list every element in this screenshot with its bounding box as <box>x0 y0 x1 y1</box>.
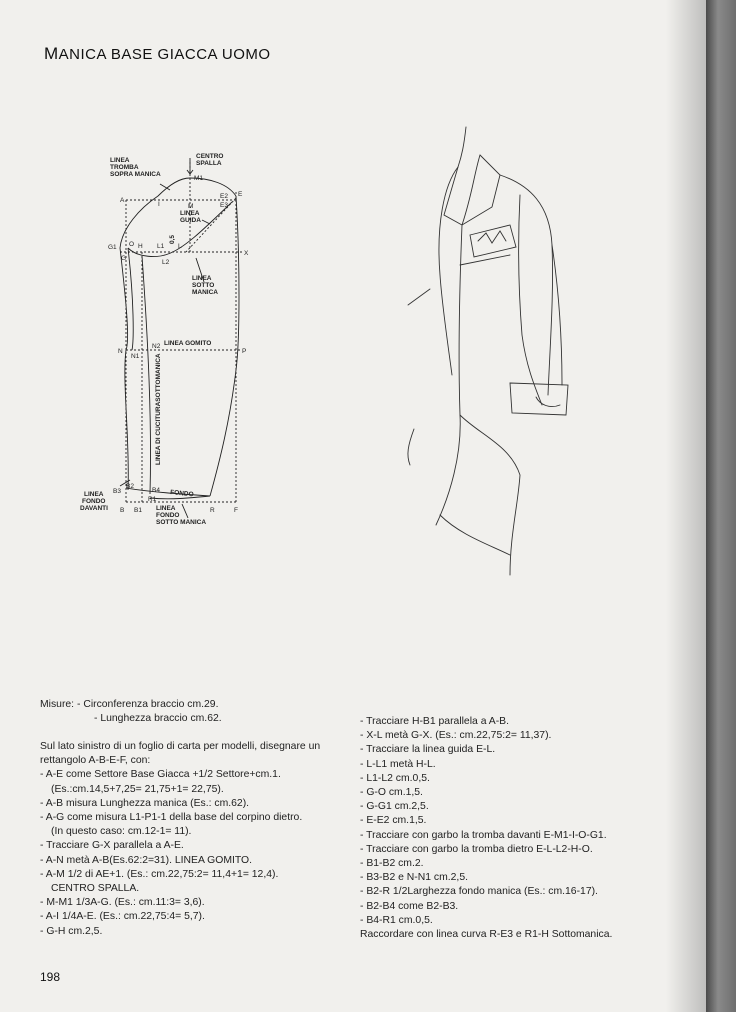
svg-text:R: R <box>210 507 215 514</box>
instruction-step: (In questo caso: cm.12-1= 11). <box>51 826 192 838</box>
measurement-circumference: - Circonferenza braccio cm.29. <box>76 699 219 710</box>
svg-text:FONDO: FONDO <box>169 489 194 499</box>
svg-text:O: O <box>129 241 135 248</box>
svg-text:P: P <box>242 348 247 355</box>
svg-text:X: X <box>244 250 249 257</box>
svg-text:A: A <box>120 197 125 204</box>
instruction-step: - Tracciare G-X parallela a A-E. <box>40 840 184 852</box>
svg-text:LINEAFONDOSOTTO MANICA: LINEA FONDO SOTTO MANICA <box>156 505 207 526</box>
svg-text:F: F <box>234 507 238 514</box>
instruction-step: - A-B misura Lunghezza manica (Es.: cm.62). <box>40 797 250 809</box>
instruction-step: - A-M 1/2 di AE+1. (Es.: cm.22,75:2= 11,4+1= 12,4). <box>40 868 279 880</box>
measurements-label: Misure: <box>40 699 75 710</box>
svg-text:LINEASOTTOMANICA: LINEA SOTTO MANICA <box>192 275 218 296</box>
instruction-step: - G-O cm.1,5. <box>360 787 423 799</box>
svg-text:G: G <box>121 255 127 262</box>
svg-text:LINEATROMBASOPRA MANICA: LINEA TROMBA SOPRA MANICA <box>110 157 161 178</box>
instruction-step: - B4-R1 cm.0,5. <box>360 914 433 926</box>
instruction-step: - M-M1 1/3A-G. (Es.: cm.11:3= 3,6). <box>40 897 205 909</box>
svg-text:M: M <box>188 203 194 210</box>
svg-text:LINEAGUIDA: LINEA GUIDA <box>180 210 201 224</box>
svg-text:I: I <box>158 201 160 208</box>
svg-text:E2: E2 <box>220 193 228 200</box>
measurement-length: - Lunghezza braccio cm.62. <box>94 713 222 725</box>
instruction-step: - B3-B2 e N-N1 cm.2,5. <box>360 872 468 884</box>
instruction-step: - E-E2 cm.1,5. <box>360 815 427 827</box>
svg-text:L2: L2 <box>162 259 170 266</box>
svg-text:G1: G1 <box>108 244 117 251</box>
svg-text:LINEA GOMITO: LINEA GOMITO <box>164 340 212 347</box>
instruction-step: - Tracciare con garbo la tromba davanti E-M1-I-O-G1. <box>360 829 607 841</box>
page-gutter-shadow <box>666 0 706 1012</box>
instruction-step: - Tracciare con garbo la tromba dietro E-L-L2-H-O. <box>360 843 593 855</box>
instruction-step: - L1-L2 cm.0,5. <box>360 772 430 784</box>
jacket-sketch-illustration <box>400 115 630 595</box>
svg-text:LINEAFONDODAVANTI: LINEA FONDO DAVANTI <box>80 491 108 512</box>
svg-text:B4: B4 <box>152 487 160 494</box>
instruction-step: - A-N metà A-B(Es.62:2=31). LINEA GOMITO. <box>40 854 253 866</box>
instruction-step: - Tracciare la linea guida E-L. <box>360 744 496 756</box>
svg-text:LINEA DI CUCITURASOTTOMANICA: LINEA DI CUCITURASOTTOMANICA <box>155 353 162 465</box>
instruction-step: CENTRO SPALLA. <box>51 883 140 895</box>
instruction-step: (Es.:cm.14,5+7,25= 21,75+1= 22,75). <box>51 783 224 795</box>
svg-text:B3: B3 <box>113 488 121 495</box>
svg-text:B2: B2 <box>126 483 134 490</box>
sleeve-pattern-diagram <box>70 140 270 540</box>
book-edge <box>706 0 736 1012</box>
instruction-step: - L-L1 metà H-L. <box>360 758 436 770</box>
instruction-step: - A-E come Settore Base Giacca +1/2 Settore+cm.1. <box>40 769 281 781</box>
instruction-step: - B2-B4 come B2-B3. <box>360 900 459 912</box>
instruction-step: - G-H cm.2,5. <box>40 925 103 937</box>
intro-line: Sul lato sinistro di un foglio di carta per modelli, disegnare un <box>40 741 321 752</box>
instruction-step: - A-I 1/4A-E. (Es.: cm.22,75:4= 5,7). <box>40 911 205 923</box>
svg-text:R1: R1 <box>148 496 157 503</box>
instructions-right-column <box>360 715 612 942</box>
svg-text:N: N <box>118 348 123 355</box>
instruction-step: - X-L metà G-X. (Es.: cm.22,75:2= 11,37). <box>360 730 552 742</box>
svg-text:E: E <box>238 191 243 198</box>
page-title: MANICA BASE GIACCA UOMO <box>44 44 271 63</box>
svg-text:H: H <box>138 243 143 250</box>
svg-text:0,5: 0,5 <box>169 234 176 244</box>
instructions-left-column <box>40 740 320 939</box>
instruction-step: - B2-R 1/2Larghezza fondo manica (Es.: cm.16-17). <box>360 886 598 898</box>
measurements-block <box>40 698 222 726</box>
instruction-step: - B1-B2 cm.2. <box>360 858 424 870</box>
svg-text:L: L <box>178 243 182 250</box>
instruction-step: Raccordare con linea curva R-E3 e R1-H Sottomanica. <box>360 929 613 941</box>
intro-line: rettangolo A-B-E-F, con: <box>40 755 151 767</box>
svg-text:L1: L1 <box>157 243 165 250</box>
instruction-step: - G-G1 cm.2,5. <box>360 801 429 813</box>
svg-text:B1: B1 <box>134 507 142 514</box>
instruction-step: - A-G come misura L1-P1-1 della base del corpino dietro. <box>40 812 303 824</box>
page-number: 198 <box>40 970 61 984</box>
svg-text:N2: N2 <box>152 343 161 350</box>
instruction-step: - Tracciare H-B1 parallela a A-B. <box>360 716 509 727</box>
svg-text:N1: N1 <box>131 353 140 360</box>
svg-text:E3: E3 <box>220 202 228 209</box>
svg-text:M1: M1 <box>194 175 204 182</box>
svg-text:B: B <box>120 507 125 514</box>
svg-text:CENTROSPALLA: CENTRO SPALLA <box>196 153 224 167</box>
